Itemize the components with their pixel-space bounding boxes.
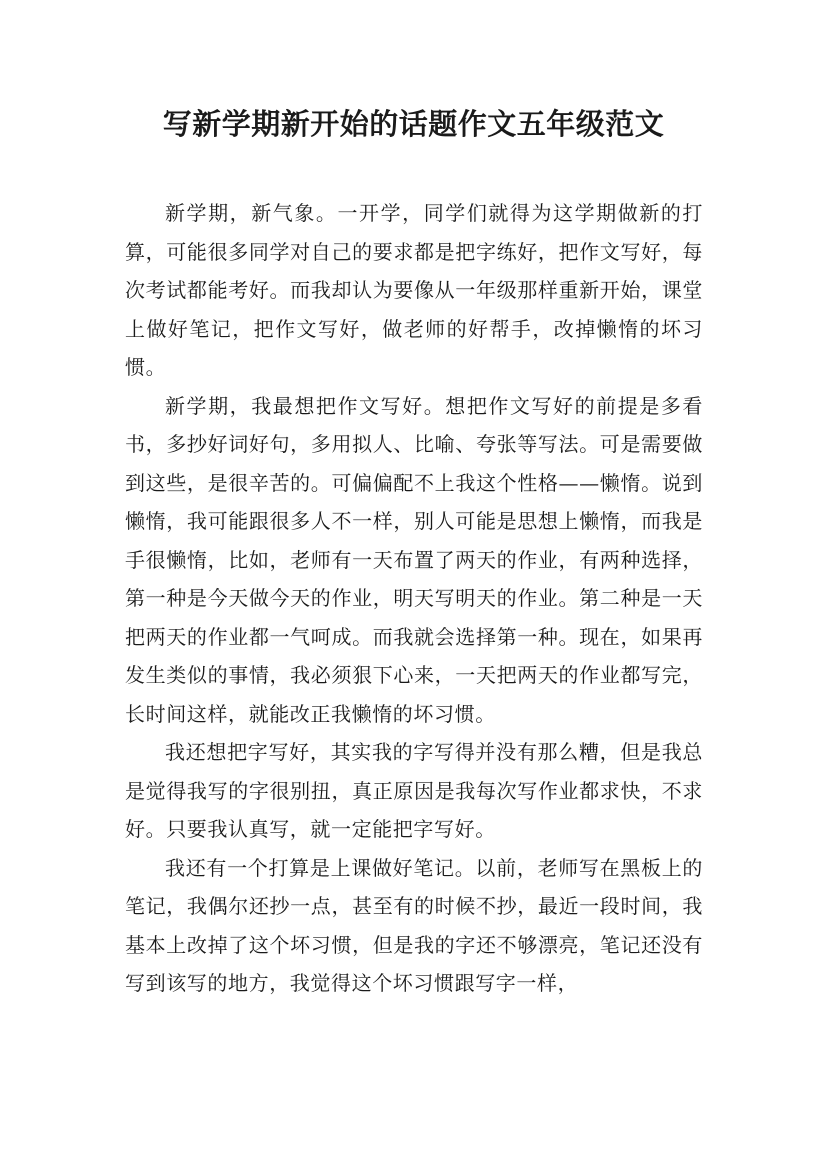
paragraph-2: 新学期，我最想把作文写好。想把作文写好的前提是多看书，多抄好词好句，多用拟人、比喻、夸张等写法。可是需要做到这些，是很辛苦的。可偏偏配不上我这个性格——懒惰。说到懒惰，我可能跟很多人不一样，别人可能是思想上懒惰，而我是手很懒惰，比如，老师有一天布置了两天的作业，有两种选择，第一种是今天做今天的作业，明天写明天的作业。第二种是一天把两天的作业都一气呵成。而我就会选择第一种。现在，如果再发生类似的事情，我必须狠下心来，一天把两天的作业都写完，长时间这样，就能改正我懒惰的坏习惯。 [125, 393, 703, 726]
paragraph-1: 新学期，新气象。一开学，同学们就得为这学期做新的打算，可能很多同学对自己的要求都是把字练好，把作文写好，每次考试都能考好。而我却认为要像从一年级那样重新开始，课堂上做好笔记，把作文写好，做老师的好帮手，改掉懒惰的坏习惯。 [125, 201, 703, 379]
document-body [125, 194, 703, 1003]
paragraph-3: 我还想把字写好，其实我的字写得并没有那么糟，但是我总是觉得我写的字很别扭，真正原因是我每次写作业都求快，不求好。只要我认真写，就一定能把字写好。 [125, 740, 703, 841]
paragraph-4: 我还有一个打算是上课做好笔记。以前，老师写在黑板上的笔记，我偶尔还抄一点，甚至有的时候不抄，最近一段时间，我基本上改掉了这个坏习惯，但是我的字还不够漂亮，笔记还没有写到该写的地方，我觉得这个坏习惯跟写字一样， [125, 855, 703, 995]
document-title: 写新学期新开始的话题作文五年级范文 [162, 107, 665, 141]
